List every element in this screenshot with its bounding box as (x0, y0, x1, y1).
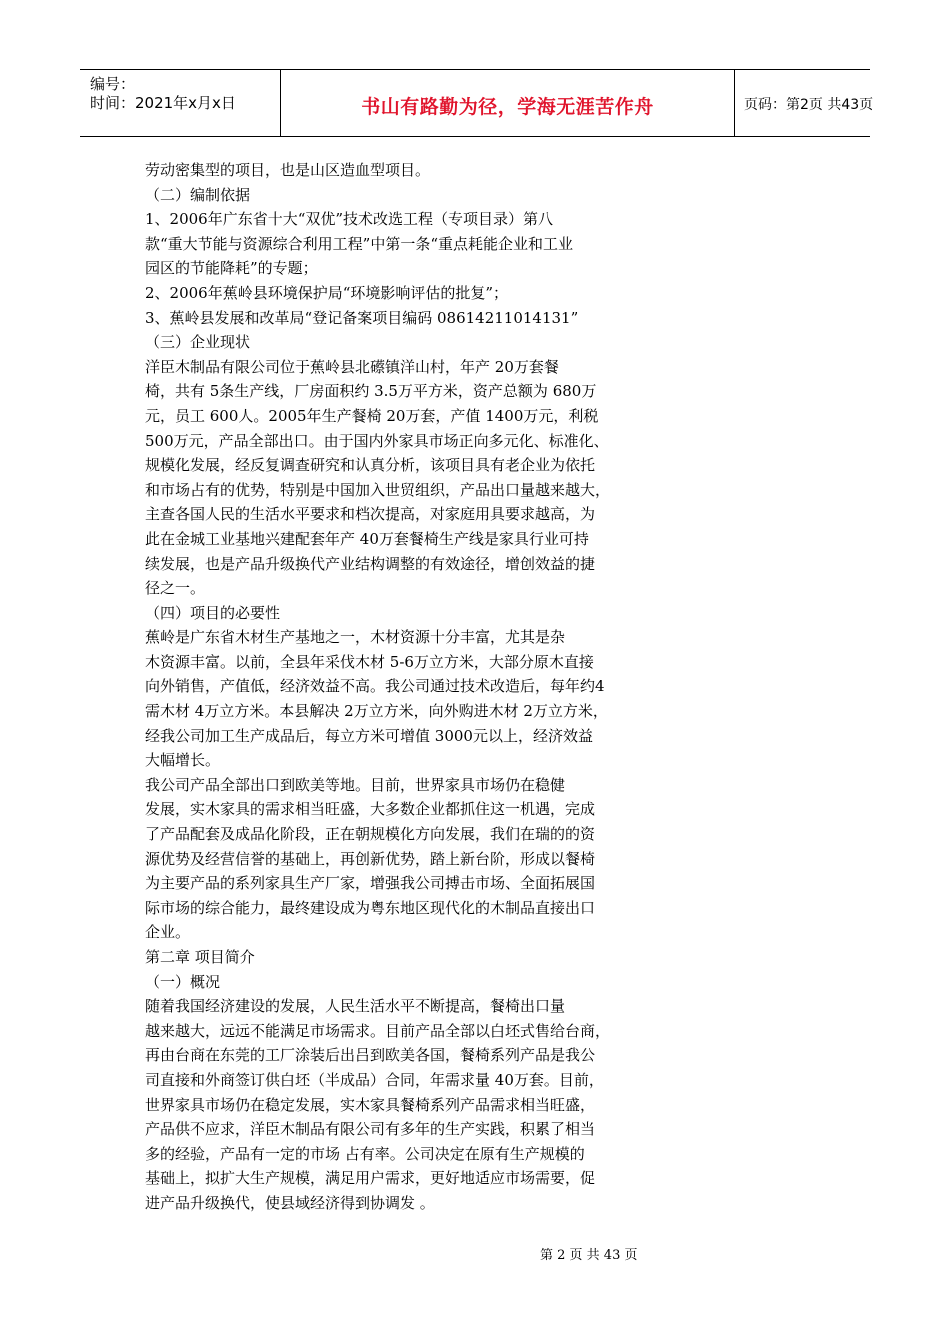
text-line: 经我公司加工生产成品后，每立方米可增值 3000元以上，经济效益 (145, 726, 593, 745)
text-line: 进产品升级换代，使县域经济得到协调发 。 (145, 1193, 435, 1212)
text-line: 司直接和外商签订供白坯（半成品）合同，年需求量 40万套。目前， (145, 1070, 604, 1089)
text-line: 随着我国经济建设的发展，人民生活水平不断提高，餐椅出口量 (145, 997, 566, 1016)
text-line: （四）项目的必要性 (145, 603, 281, 622)
page-header (80, 69, 874, 137)
text-line: 大幅增长。 (145, 751, 221, 770)
text-line: 第二章 项目简介 (145, 948, 255, 966)
text-line: 500万元，产品全部出口。由于国内外家具市场正向多元化、标准化、 (145, 431, 609, 450)
document-time-label: 时间：2021年x月x日 (90, 94, 236, 112)
text-line: 际市场的综合能力，最终建设成为粤东地区现代化的木制品直接出口 (145, 898, 596, 917)
text-line: 为主要产品的系列家具生产厂家，增强我公司搏击市场、全面拓展国 (145, 874, 596, 893)
header-motto: 书山有路勤为径，学海无涯苦作舟 (361, 96, 654, 118)
text-line: 我公司产品全部出口到欧美等地。目前，世界家具市场仍在稳健 (145, 775, 566, 794)
text-line: 产品供不应求，洋臣木制品有限公司有多年的生产实践，积累了相当 (145, 1120, 596, 1139)
text-line: 再由台商在东莞的工厂涂装后出吕到欧美各国，餐椅系列产品是我公 (145, 1046, 596, 1065)
document-number-label: 编号： (90, 75, 136, 93)
header-motto-cell (281, 70, 735, 136)
text-line: （二）编制依据 (145, 185, 251, 204)
text-line: 1、2006年广东省十大“双优”技术改选工程（专项目录）第八 (145, 210, 554, 229)
text-line: 规模化发展，经反复调查研究和认真分析，该项目具有老企业为依托 (145, 456, 596, 475)
text-line: 基础上，拟扩大生产规模，满足用户需求，更好地适应市场需要，促 (145, 1169, 596, 1188)
text-line: 了产品配套及成品化阶段，正在朝规模化方向发展，我们在瑞的的资 (145, 825, 596, 844)
text-line: 续发展，也是产品升级换代产业结构调整的有效途径，增创效益的捷 (145, 554, 596, 573)
text-line: 世界家具市场仍在稳定发展，实木家具餐椅系列产品需求相当旺盛， (145, 1095, 596, 1114)
text-line: 和市场占有的优势，特别是中国加入世贸组织，产品出口量越来越大， (145, 480, 611, 499)
text-line: （一）概况 (145, 972, 221, 991)
header-page-number: 页码：第2页 共43页 (744, 97, 874, 113)
text-line: 发展，实木家具的需求相当旺盛，大多数企业都抓住这一机遇，完成 (145, 800, 596, 819)
text-line: 木资源丰富。以前，全县年采伐木材 5-6万立方米，大部分原木直接 (145, 652, 594, 671)
text-line: 园区的节能降耗”的专题； (145, 259, 318, 278)
page-footer: 第 2 页 共 43 页 (540, 1248, 638, 1263)
text-line: （三）企业现状 (145, 333, 251, 352)
text-line: 向外销售，产值低，经济效益不高。我公司通过技术改造后，每年约4 (145, 677, 605, 696)
text-line: 椅，共有 5条生产线，厂房面积约 3.5万平方米，资产总额为 680万 (145, 382, 597, 401)
text-line: 源优势及经营信誉的基础上，再创新优势，踏上新台阶，形成以餐椅 (145, 849, 596, 868)
text-line: 劳动密集型的项目，也是山区造血型项目。 (145, 161, 431, 179)
text-line: 企业。 (145, 923, 191, 942)
text-line: 越来越大，远远不能满足市场需求。目前产品全部以白坯式售给台商， (145, 1021, 611, 1040)
text-line: 蕉岭是广东省木材生产基地之一，木材资源十分丰富，尤其是杂 (145, 628, 566, 647)
header-info-cell (80, 70, 281, 136)
text-line: 款“重大节能与资源综合利用工程”中第一条“重点耗能企业和工业 (145, 234, 574, 253)
text-line: 主查各国人民的生活水平要求和档次提高，对家庭用具要求越高，为 (145, 505, 596, 524)
text-line: 此在金城工业基地兴建配套年产 40万套餐椅生产线是家具行业可持 (145, 529, 589, 548)
body-text (145, 158, 685, 1216)
text-line: 元，员工 600人。2005年生产餐椅 20万套，产值 1400万元，利税 (145, 406, 599, 425)
text-line: 多的经验，产品有一定的市场 占有率。公司决定在原有生产规模的 (145, 1144, 585, 1163)
text-line: 3、蕉岭县发展和改革局“登记备案项目编码 08614211014131” (145, 308, 579, 327)
text-line: 径之一。 (145, 579, 206, 598)
text-line: 2、2006年蕉岭县环境保护局“环境影响评估的批复”； (145, 283, 509, 302)
text-line: 洋臣木制品有限公司位于蕉岭县北礤镇洋山村，年产 20万套餐 (145, 357, 559, 376)
text-line: 需木材 4万立方米。本县解决 2万立方米，向外购进木材 2万立方米， (145, 702, 608, 721)
header-page-cell (735, 70, 874, 136)
